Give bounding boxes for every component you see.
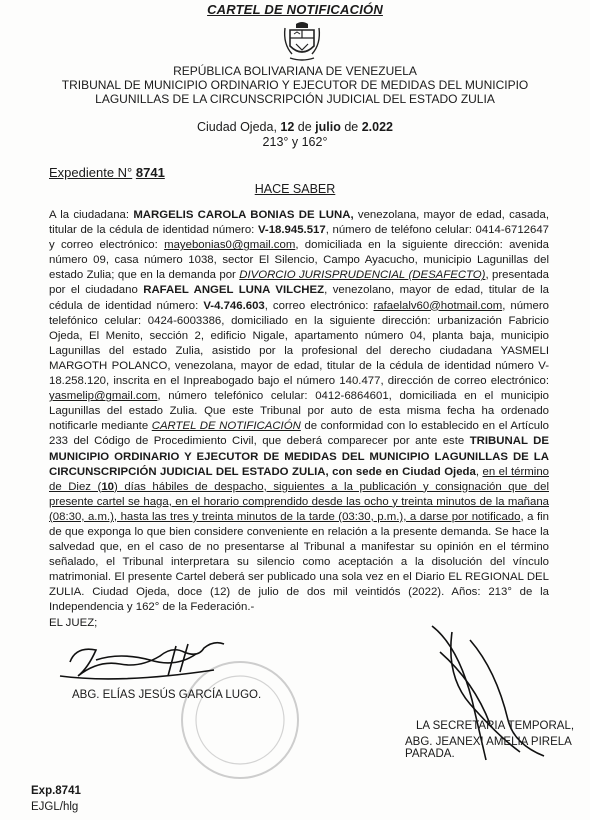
secretary-title: LA SECRETARIA TEMPORAL, <box>416 720 575 732</box>
judge-signature-icon <box>60 643 224 679</box>
document-title: CARTEL DE NOTIFICACIÓN <box>207 2 383 17</box>
footer-expediente: Exp.8741 <box>31 785 81 797</box>
notice-body: A la ciudadana: MARGELIS CAROLA BONIAS DE LUNA, venezolana, mayor de edad, casada, titular de la cédula de identidad número: V-18.945.517, número de teléfono celular: 0414-6712647 y correo electrónico: mayebonias0@gmail.com, domiciliada en la siguiente dirección: avenida número 09, casa número 1038, sector El Silencio, Campo Ayacucho, municipio Lagunillas del estado Zulia; que en la demanda por DIVORCIO JURISPRUDENCIAL (DESAFECTO), presentada por el ciudadano RAFAEL ANGEL LUNA VILCHEZ, venezolano, mayor de edad, titular de la cédula de identidad número: V-4.746.603, correo electrónico: rafaelalv60@hotmail.com, número telefónico celular: 0424-6003386, domiciliado en la siguiente dirección: urbanización Fabricio Ojeda, El Menito, sección 2, edificio Nigale, apartamento número 04, planta baja, municipio Lagunillas del estado Zulia, asistido por la profesional del derecho ciudadana YASMELI MARGOTH POLANCO, venezolana, mayor de edad, titular de la cédula de identidad número V-18.258.120, inscrita en el Inpreabogado bajo el número 140.477, dirección de correo electrónico: yasmelip@gmail.com, número telefónico celular: 0412-6864601, domiciliada en el municipio Lagunillas del estado Zulia. Que este Tribunal por auto de esta misma fecha ha ordenado notificarle mediante CARTEL DE NOTIFICACIÓN de conformidad con lo establecido en el Artículo 233 del Código de Procedimiento Civil, que deberá comparecer por ante este TRIBUNAL DE MUNICIPIO ORDINARIO Y EJECUTOR DE MEDIDAS DEL MUNICIPIO LAGUNILLAS DE LA CIRCUNSCRIPCIÓN JUDICIAL DEL ESTADO ZULIA, con sede en Ciudad Ojeda, en el término de Diez (10) días hábiles de despacho, siguientes a la publicación y consignación que del presente cartel se haga, en el horario comprendido desde las ocho y treinta minutos de la mañana (08:30, a.m.), hasta las tres y treinta minutos de la tarde (03:30, p.m.), a darse por notificado, a fin de que exponga lo que bien considere conveniente en relación a la presente demanda. Se hace la salvedad que, en el caso de no presentarse al Tribunal a manifestar su opinión en el término señalado, el Tribunal interpretara su silencio como aceptación a la disolución del vínculo matrimonial. El presente Cartel deberá ser publicado una sola vez en el Diario EL REGIONAL DEL ZULIA. Ciudad Ojeda, doce (12) de julio de dos mil veintidós (2022). Años: 213° de la Independencia y 162° de la Federación.- EL JUEZ; <box>49 208 549 631</box>
hace-saber-heading: HACE SABER <box>254 182 336 196</box>
place-date: Ciudad Ojeda, 12 de julio de 2.022 <box>197 120 393 134</box>
header-court-line2: LAGUNILLAS DE LA CIRCUNSCRIPCIÓN JUDICIAL DEL ESTADO ZULIA <box>95 92 495 106</box>
footer-initials: EJGL/hlg <box>31 801 79 813</box>
el-juez-label: EL JUEZ; <box>49 616 98 629</box>
coat-of-arms-icon <box>282 20 322 62</box>
judge-name: ABG. ELÍAS JESÚS GARCÍA LUGO. <box>72 689 262 701</box>
header-court-line1: TRIBUNAL DE MUNICIPIO ORDINARIO Y EJECUTOR DE MEDIDAS DEL MUNICIPIO <box>61 78 529 92</box>
court-stamp-icon <box>182 662 298 778</box>
years-line: 213° y 162° <box>262 135 328 149</box>
secretary-name: ABG. JEANEXI AMELIA PIRELA PARADA. <box>405 736 572 760</box>
header-country: REPÚBLICA BOLIVARIANA DE VENEZUELA <box>173 64 417 78</box>
expediente: Expediente N° 8741 <box>49 165 165 180</box>
